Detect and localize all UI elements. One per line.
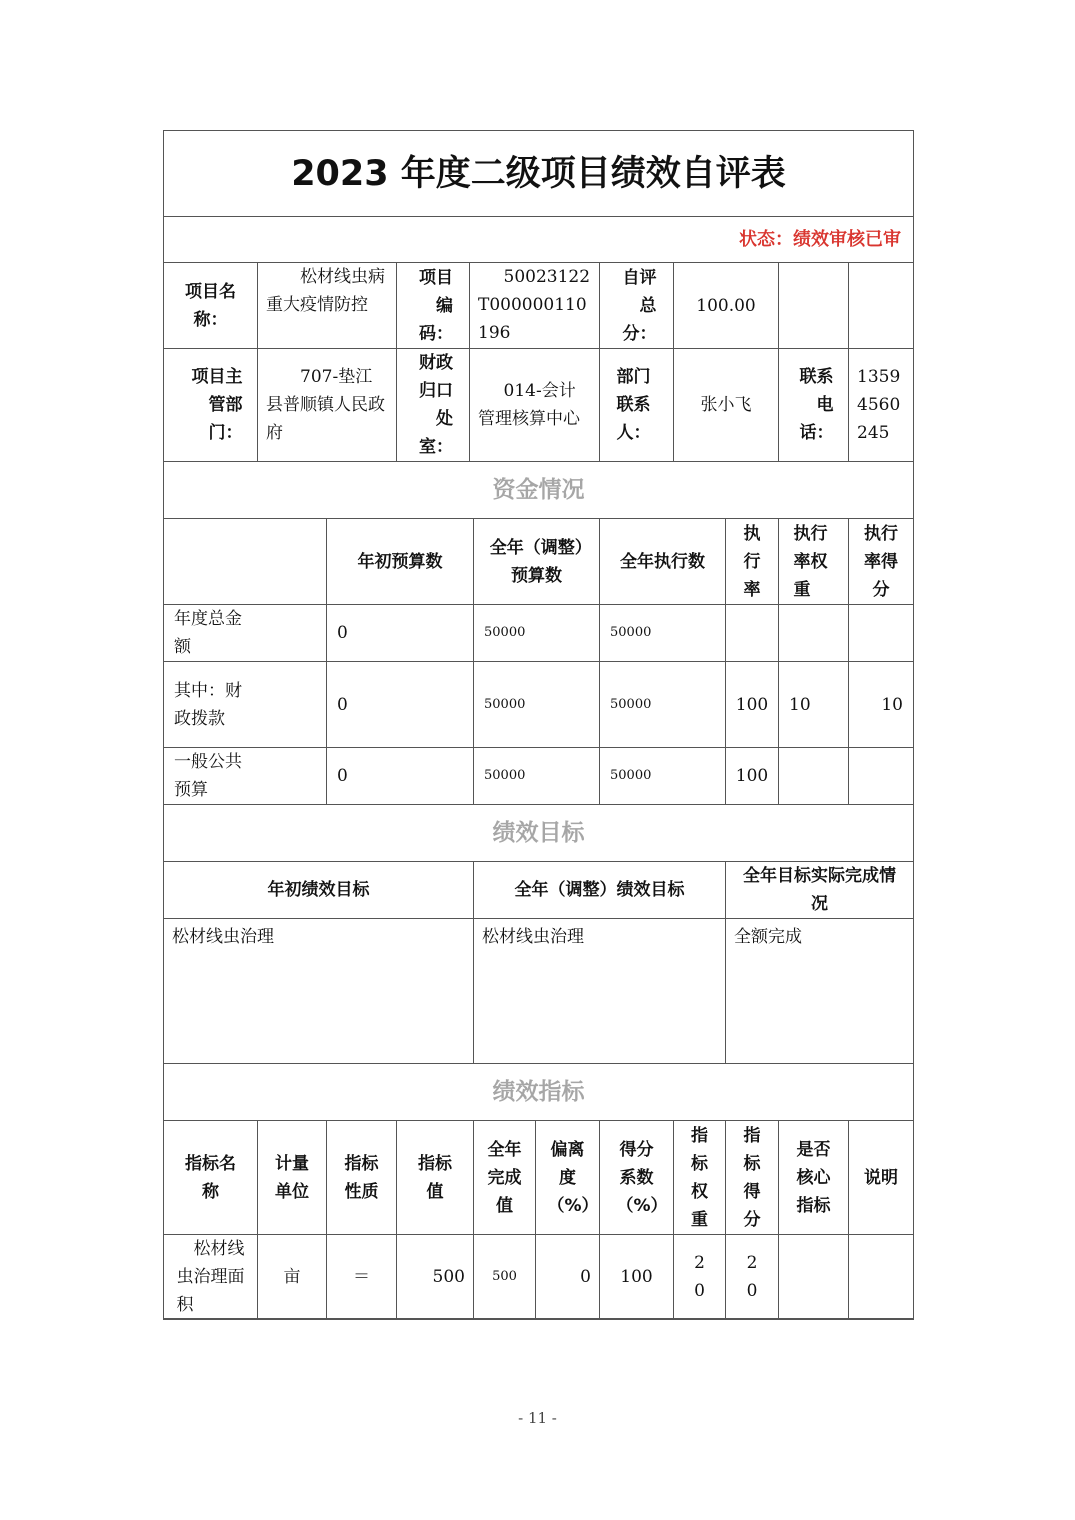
ind-cell-name: 松材线虫治理面积	[164, 1235, 258, 1319]
ind-header-nature: 指标性质	[327, 1121, 397, 1235]
goals-actual-text: 全额完成	[726, 919, 913, 1064]
funds-cell-score: 10	[849, 662, 913, 748]
ind-header-score: 指标得分	[726, 1121, 779, 1235]
page-number: - 11 -	[518, 1409, 557, 1427]
funds-cell-score	[849, 748, 913, 805]
ind-cell-weight: 20	[674, 1235, 726, 1319]
funds-cell-adjusted: 50000	[474, 662, 600, 748]
goals-initial-text: 松材线虫治理	[164, 919, 474, 1064]
goals-section-title: 绩效目标	[164, 805, 913, 862]
goals-adjusted-text: 松材线虫治理	[474, 919, 726, 1064]
ind-header-core: 是否核心指标	[779, 1121, 849, 1235]
office-value: 014-会计管理核算中心	[470, 349, 600, 462]
ind-cell-coef: 100	[600, 1235, 674, 1319]
project-name-label: 项目名称：	[164, 263, 258, 349]
dept-label: 项目主管部门：	[164, 349, 258, 462]
ind-header-deviation: 偏离度（%）	[536, 1121, 600, 1235]
funds-cell-rate: 100	[726, 662, 779, 748]
ind-header-unit: 计量单位	[258, 1121, 327, 1235]
indicators-section-title: 绩效指标	[164, 1064, 913, 1121]
funds-section-title: 资金情况	[164, 462, 913, 519]
ind-cell-value: 500	[397, 1235, 474, 1319]
ind-cell-deviation: 0	[536, 1235, 600, 1319]
funds-cell-weight	[779, 748, 849, 805]
project-code-label: 项目编码：	[397, 263, 470, 349]
ind-cell-nature: ＝	[327, 1235, 397, 1319]
funds-cell-score	[849, 605, 913, 662]
funds-cell-executed: 50000	[600, 662, 726, 748]
contact-label: 部门联系人：	[600, 349, 674, 462]
page-title: 2023 年度二级项目绩效自评表	[164, 131, 913, 217]
phone-label: 联系电话：	[779, 349, 849, 462]
goals-header-actual: 全年目标实际完成情况	[726, 862, 913, 919]
funds-cell-rate	[726, 605, 779, 662]
ind-header-weight: 指标权重	[674, 1121, 726, 1235]
ind-cell-score: 20	[726, 1235, 779, 1319]
ind-cell-note	[849, 1235, 913, 1319]
goals-header-initial: 年初绩效目标	[164, 862, 474, 919]
evaluation-table	[163, 130, 914, 1320]
self-score-label: 自评总分：	[600, 263, 674, 349]
funds-header-score: 执行率得分	[849, 519, 913, 605]
empty-cell	[164, 519, 327, 605]
funds-header-weight: 执行率权重	[779, 519, 849, 605]
empty-cell	[779, 263, 849, 349]
status-badge: 状态：绩效审核已审	[164, 217, 913, 263]
funds-cell-weight: 10	[779, 662, 849, 748]
funds-row-label: 一般公共预算	[164, 748, 327, 805]
project-code-value: 50023122T000000110196	[470, 263, 600, 349]
ind-cell-core	[779, 1235, 849, 1319]
ind-cell-unit: 亩	[258, 1235, 327, 1319]
ind-header-name: 指标名称	[164, 1121, 258, 1235]
self-score-value: 100.00	[674, 263, 779, 349]
funds-cell-adjusted: 50000	[474, 605, 600, 662]
ind-header-note: 说明	[849, 1121, 913, 1235]
funds-cell-adjusted: 50000	[474, 748, 600, 805]
ind-cell-done: 500	[474, 1235, 536, 1319]
office-label: 财政归口处室：	[397, 349, 470, 462]
funds-cell-initial: 0	[327, 605, 474, 662]
funds-header-adjusted: 全年（调整）预算数	[474, 519, 600, 605]
funds-cell-executed: 50000	[600, 748, 726, 805]
funds-cell-initial: 0	[327, 662, 474, 748]
funds-header-initial: 年初预算数	[327, 519, 474, 605]
contact-value: 张小飞	[674, 349, 779, 462]
ind-header-done: 全年完成值	[474, 1121, 536, 1235]
funds-cell-initial: 0	[327, 748, 474, 805]
dept-value: 707-垫江县普顺镇人民政府	[258, 349, 397, 462]
funds-cell-rate: 100	[726, 748, 779, 805]
funds-cell-weight	[779, 605, 849, 662]
goals-header-adjusted: 全年（调整）绩效目标	[474, 862, 726, 919]
project-name-value: 松材线虫病重大疫情防控	[258, 263, 397, 349]
phone-value: 13594560245	[849, 349, 913, 462]
ind-header-value: 指标值	[397, 1121, 474, 1235]
funds-header-executed: 全年执行数	[600, 519, 726, 605]
funds-row-label: 其中：财政拨款	[164, 662, 327, 748]
funds-cell-executed: 50000	[600, 605, 726, 662]
empty-cell	[849, 263, 913, 349]
funds-row-label: 年度总金额	[164, 605, 327, 662]
ind-header-coef: 得分系数（%）	[600, 1121, 674, 1235]
funds-header-rate: 执行率	[726, 519, 779, 605]
